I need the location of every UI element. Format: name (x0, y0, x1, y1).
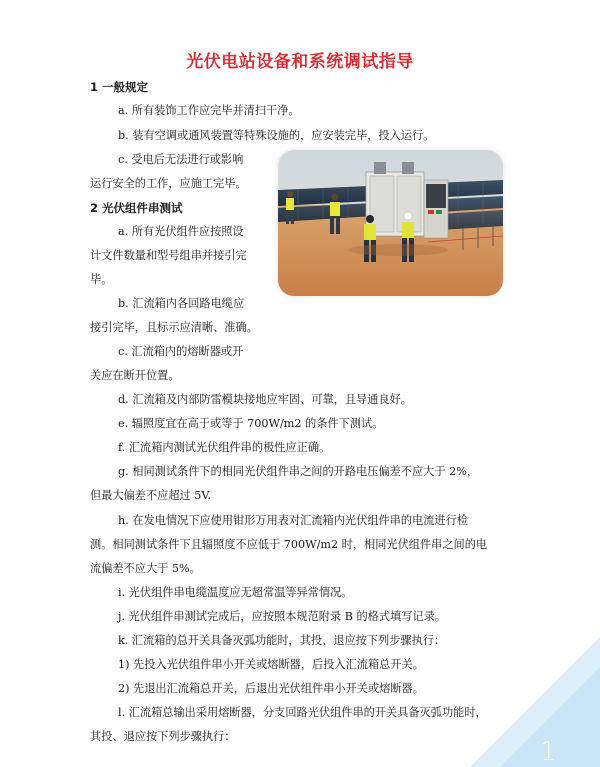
paragraph-line: 计文件数量和型号组串并接引完 (90, 249, 247, 262)
section-heading-string-test: 2 光伏组件串测试 (90, 201, 183, 215)
paragraph-line: 接引完毕，且标示应清晰、准确。 (90, 321, 258, 334)
paragraph-line: i. 光伏组件串电缆温度应无超常温等异常情况。 (118, 586, 353, 599)
paragraph-line: d. 汇流箱及内部防雷模块接地应牢固、可靠，且导通良好。 (118, 393, 412, 406)
paragraph-line: 其投、退应按下列步骤执行： (90, 730, 236, 743)
paragraph-line: c. 受电后无法进行或影响 (118, 153, 244, 166)
paragraph-line: b. 装有空调或通风装置等特殊设施的，应安装完毕，投入运行。 (118, 129, 435, 142)
document-title: 光伏电站设备和系统调试指导 (186, 52, 414, 72)
paragraph-line: 毕。 (90, 273, 113, 286)
paragraph-line: a. 所有装饰工作应完毕并清扫干净。 (118, 104, 300, 117)
page-number: 1 (540, 737, 557, 767)
paragraph-line: a. 所有光伏组件应按照设 (118, 225, 244, 238)
section-heading-general: 1 一般规定 (90, 80, 149, 94)
paragraph-line: l. 汇流箱总输出采用熔断器，分支回路光伏组件串的开关具备灭弧功能时， (118, 706, 487, 719)
paragraph-line: 关应在断开位置。 (90, 369, 180, 382)
decorative-corner-shape (450, 617, 600, 767)
paragraph-line: 1) 先投入光伏组件串小开关或熔断器，后投入汇流箱总开关。 (118, 658, 424, 671)
paragraph-line: 测。相同测试条件下且辐照度不应低于 700W/m2 时，相同光伏组件串之间的电 (90, 538, 488, 551)
paragraph-line: j. 光伏组件串测试完成后，应按照本规范附录 B 的格式填写记录。 (118, 610, 446, 623)
paragraph-line: 但最大偏差不应超过 5V. (90, 489, 212, 502)
paragraph-line: b. 汇流箱内各回路电缆应 (118, 297, 245, 310)
paragraph-line: k. 汇流箱的总开关具备灭弧功能时，其投、退应按下列步骤执行： (118, 634, 446, 647)
paragraph-line: 2) 先退出汇流箱总开关，后退出光伏组件串小开关或熔断器。 (118, 682, 424, 695)
paragraph-line: 流偏差不应大于 5%。 (90, 562, 201, 575)
paragraph-line: c. 汇流箱内的熔断器或开 (118, 345, 244, 358)
paragraph-line: g. 相同测试条件下的相同光伏组件串之间的开路电压偏差不应大于 2%， (118, 465, 479, 478)
paragraph-line: e. 辐照度宜在高于或等于 700W/m2 的条件下测试。 (118, 417, 384, 430)
solar-site-photo (278, 150, 503, 296)
paragraph-line: h. 在发电情况下应使用钳形万用表对汇流箱内光伏组件串的电流进行检 (118, 514, 468, 527)
paragraph-line: 运行安全的工作，应施工完毕。 (90, 177, 247, 190)
paragraph-line: f. 汇流箱内测试光伏组件串的极性应正确。 (118, 441, 331, 454)
